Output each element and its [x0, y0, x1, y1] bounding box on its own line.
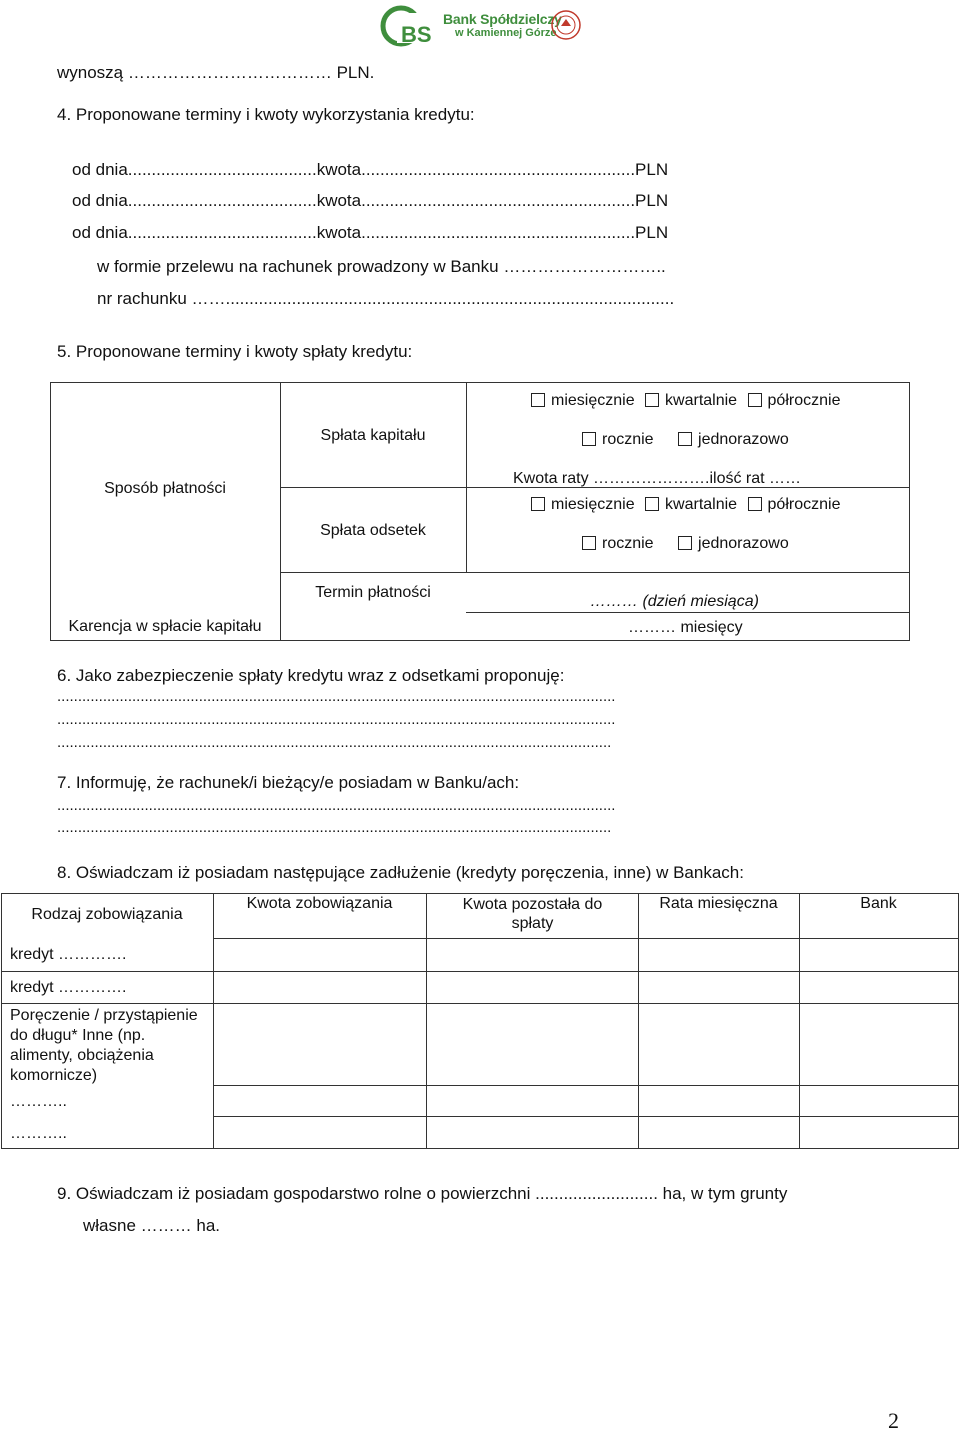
header-kwota-pozostala: Kwota pozostała do spłaty — [462, 896, 603, 932]
od-dnia-line-3: od dnia........................................kwota..........................................................PLN — [72, 223, 669, 242]
section-6-dots-3[interactable]: ..................................................................................................................................... — [57, 734, 612, 751]
checkbox-capital-monthly[interactable] — [531, 393, 545, 407]
header-bank: Bank — [860, 895, 897, 912]
logo-line-1: Bank Spółdzielczy — [443, 11, 562, 27]
checkbox-capital-one-time[interactable] — [678, 432, 692, 446]
capital-options-row-2 — [582, 431, 789, 449]
header-rata: Rata miesięczna — [659, 895, 778, 912]
section-7-dots-1[interactable]: ...................................................................................................................................... — [57, 797, 616, 814]
checkbox-capital-semiannual[interactable] — [748, 393, 762, 407]
bs-logo-icon — [380, 5, 440, 47]
splata-kapitalu-label: Spłata kapitału — [320, 427, 426, 444]
splata-odsetek-label: Spłata odsetek — [320, 522, 426, 539]
section-5-heading: 5. Proponowane terminy i kwoty spłaty kredytu: — [57, 342, 413, 361]
przelew-line: w formie przelewu na rachunek prowadzony w Banku ……………………….. — [97, 257, 666, 276]
seal-icon — [550, 9, 582, 41]
interest-options-row-2 — [582, 535, 789, 553]
od-dnia-line-1: od dnia........................................kwota..........................................................PLN — [72, 160, 669, 179]
option-quarterly-label: kwartalnie — [665, 496, 738, 513]
section-6-dots-2[interactable]: ...................................................................................................................................... — [57, 711, 616, 728]
amount-line: wynoszą ……………………………… PLN. — [57, 63, 375, 82]
grace-months-field[interactable]: ……… miesięcy — [628, 619, 743, 636]
option-semiannual-label: półrocznie — [767, 392, 841, 409]
interest-options-row-1 — [531, 496, 840, 514]
checkbox-capital-quarterly[interactable] — [645, 393, 659, 407]
option-one-time-label: jednorazowo — [698, 431, 789, 448]
kwota-raty-line: Kwota raty ………………….ilość rat …… — [513, 470, 802, 487]
checkbox-interest-semiannual[interactable] — [748, 497, 762, 511]
option-monthly-label: miesięcznie — [551, 392, 635, 409]
logo-mark-text: BS — [401, 22, 432, 47]
section-6-dots-1[interactable]: ...................................................................................................................................... — [57, 688, 616, 705]
header-kwota-zobowiazania: Kwota zobowiązania — [246, 895, 393, 912]
checkbox-interest-one-time[interactable] — [678, 536, 692, 550]
header-rodzaj: Rodzaj zobowiązania — [31, 906, 183, 923]
sposob-platnosci-label: Sposób płatności — [104, 480, 226, 497]
capital-options-row-1 — [531, 392, 840, 410]
table-row: ……….. — [10, 1125, 67, 1142]
bank-logo — [380, 5, 585, 47]
option-monthly-label: miesięcznie — [551, 496, 635, 513]
checkbox-interest-quarterly[interactable] — [645, 497, 659, 511]
checkbox-interest-annual[interactable] — [582, 536, 596, 550]
logo-line-2: w Kamiennej Górze — [455, 27, 557, 39]
account-number-line: nr rachunku ……............................................................................................... — [97, 289, 675, 308]
page-number: 2 — [888, 1408, 899, 1433]
section-6-heading: 6. Jako zabezpieczenie spłaty kredytu wraz z odsetkami proponuję: — [57, 666, 565, 685]
section-8-heading: 8. Oświadczam iż posiadam następujące zadłużenie (kredyty poręczenia, inne) w Bankach: — [57, 863, 744, 882]
option-quarterly-label: kwartalnie — [665, 392, 738, 409]
karencja-label: Karencja w spłacie kapitału — [68, 618, 262, 635]
section-7-dots-2[interactable]: ..................................................................................................................................... — [57, 819, 612, 836]
section-9-line-2: własne ……… ha. — [83, 1216, 220, 1235]
od-dnia-line-2: od dnia........................................kwota..........................................................PLN — [72, 191, 669, 210]
checkbox-interest-monthly[interactable] — [531, 497, 545, 511]
termin-platnosci-label: Termin płatności — [315, 584, 431, 601]
checkbox-capital-annual[interactable] — [582, 432, 596, 446]
option-annual-label: rocznie — [602, 431, 654, 448]
option-annual-label: rocznie — [602, 535, 654, 552]
table-row: kredyt …………. — [10, 946, 127, 963]
option-one-time-label: jednorazowo — [698, 535, 789, 552]
table-row: kredyt …………. — [10, 979, 127, 996]
section-4-heading: 4. Proponowane terminy i kwoty wykorzystania kredytu: — [57, 105, 475, 124]
payment-day-field[interactable]: ……… (dzień miesiąca) — [590, 593, 759, 610]
option-semiannual-label: półrocznie — [767, 496, 841, 513]
table-row: Poręczenie / przystąpienie do długu* Inne (np. alimenty, obciążenia komornicze) — [10, 1007, 198, 1084]
section-9-line-1: 9. Oświadczam iż posiadam gospodarstwo rolne o powierzchni .......................... ha, w tym grunty — [57, 1184, 788, 1203]
section-7-heading: 7. Informuję, że rachunek/i bieżący/e posiadam w Banku/ach: — [57, 773, 520, 792]
table-row: ……….. — [10, 1093, 67, 1110]
